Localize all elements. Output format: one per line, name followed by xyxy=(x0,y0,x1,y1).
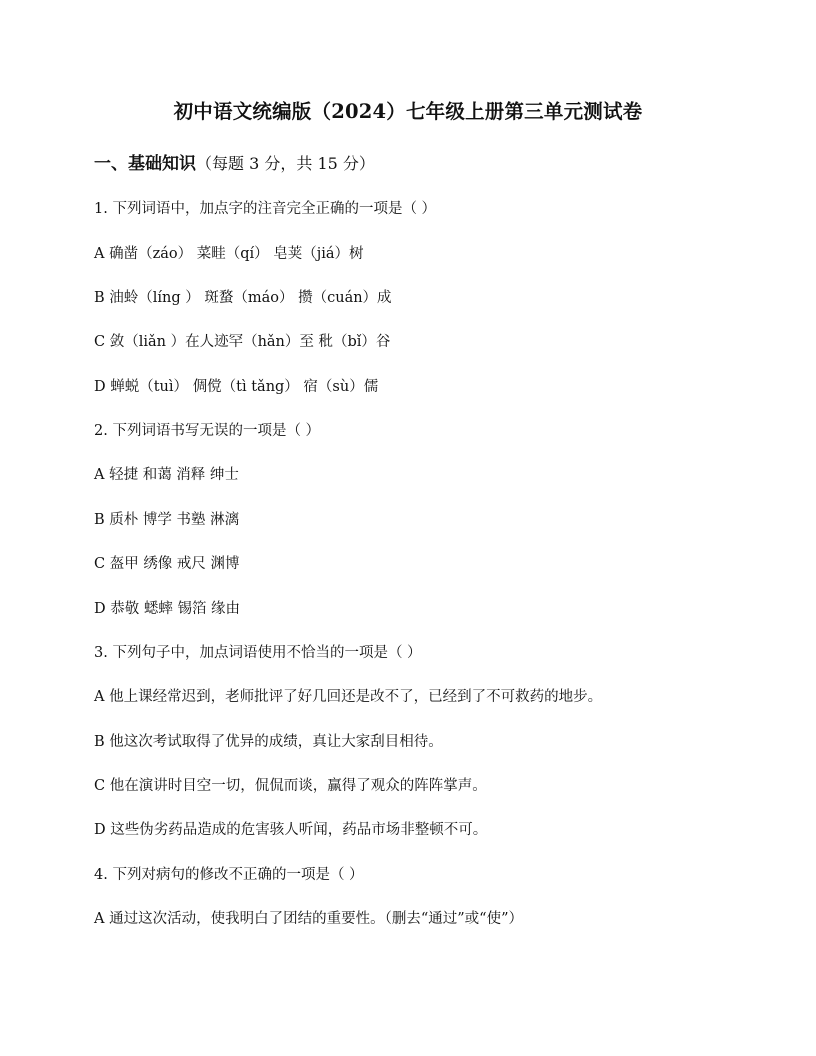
question-4-stem: 4. 下列对病句的修改不正确的一项是（ ） xyxy=(94,867,364,883)
question-3-option-c: C 他在演讲时目空一切，侃侃而谈，赢得了观众的阵阵掌声。 xyxy=(94,778,487,794)
question-3-option-b: B 他这次考试取得了优异的成绩，真让大家刮目相待。 xyxy=(94,734,443,750)
question-1-option-b: B 油蛉（líng ） 斑蝥（máo） 攒（cuán）成 xyxy=(94,290,392,306)
question-1-option-a: A 确凿（záo） 菜畦（qí） 皂荚（jiá）树 xyxy=(94,246,364,262)
section-heading xyxy=(94,149,375,174)
page-title: 初中语文统编版（2024）七年级上册第三单元测试卷 xyxy=(173,100,643,123)
question-3-stem: 3. 下列句子中，加点词语使用不恰当的一项是（ ） xyxy=(94,645,422,661)
question-3-option-a: A 他上课经常迟到，老师批评了好几回还是改不了，已经到了不可救药的地步。 xyxy=(94,689,603,705)
question-1-option-d: D 蝉蜕（tuì） 倜傥（tì tǎng） 宿（sù）儒 xyxy=(94,379,379,395)
section-heading-note: （每题 3 分，共 15 分） xyxy=(196,154,375,173)
question-2-stem: 2. 下列词语书写无误的一项是（ ） xyxy=(94,423,321,439)
question-3-option-d: D 这些伪劣药品造成的危害骇人听闻，药品市场非整顿不可。 xyxy=(94,822,488,838)
question-2-option-c: C 盔甲 绣像 戒尺 渊博 xyxy=(94,556,240,572)
question-2-option-a: A 轻捷 和蔼 消释 绅士 xyxy=(94,467,239,483)
question-1-option-c: C 敛（liǎn ）在人迹罕（hǎn）至 秕（bǐ）谷 xyxy=(94,334,391,350)
question-4-option-a: A 通过这次活动，使我明白了团结的重要性。（删去“通过”或“使”） xyxy=(94,911,523,927)
question-2-option-d: D 恭敬 蟋蟀 锡箔 缘由 xyxy=(94,601,241,617)
section-heading-title: 一、基础知识 xyxy=(94,154,196,174)
question-1-stem: 1. 下列词语中，加点字的注音完全正确的一项是（ ） xyxy=(94,201,437,217)
question-2-option-b: B 质朴 博学 书塾 淋漓 xyxy=(94,512,240,528)
